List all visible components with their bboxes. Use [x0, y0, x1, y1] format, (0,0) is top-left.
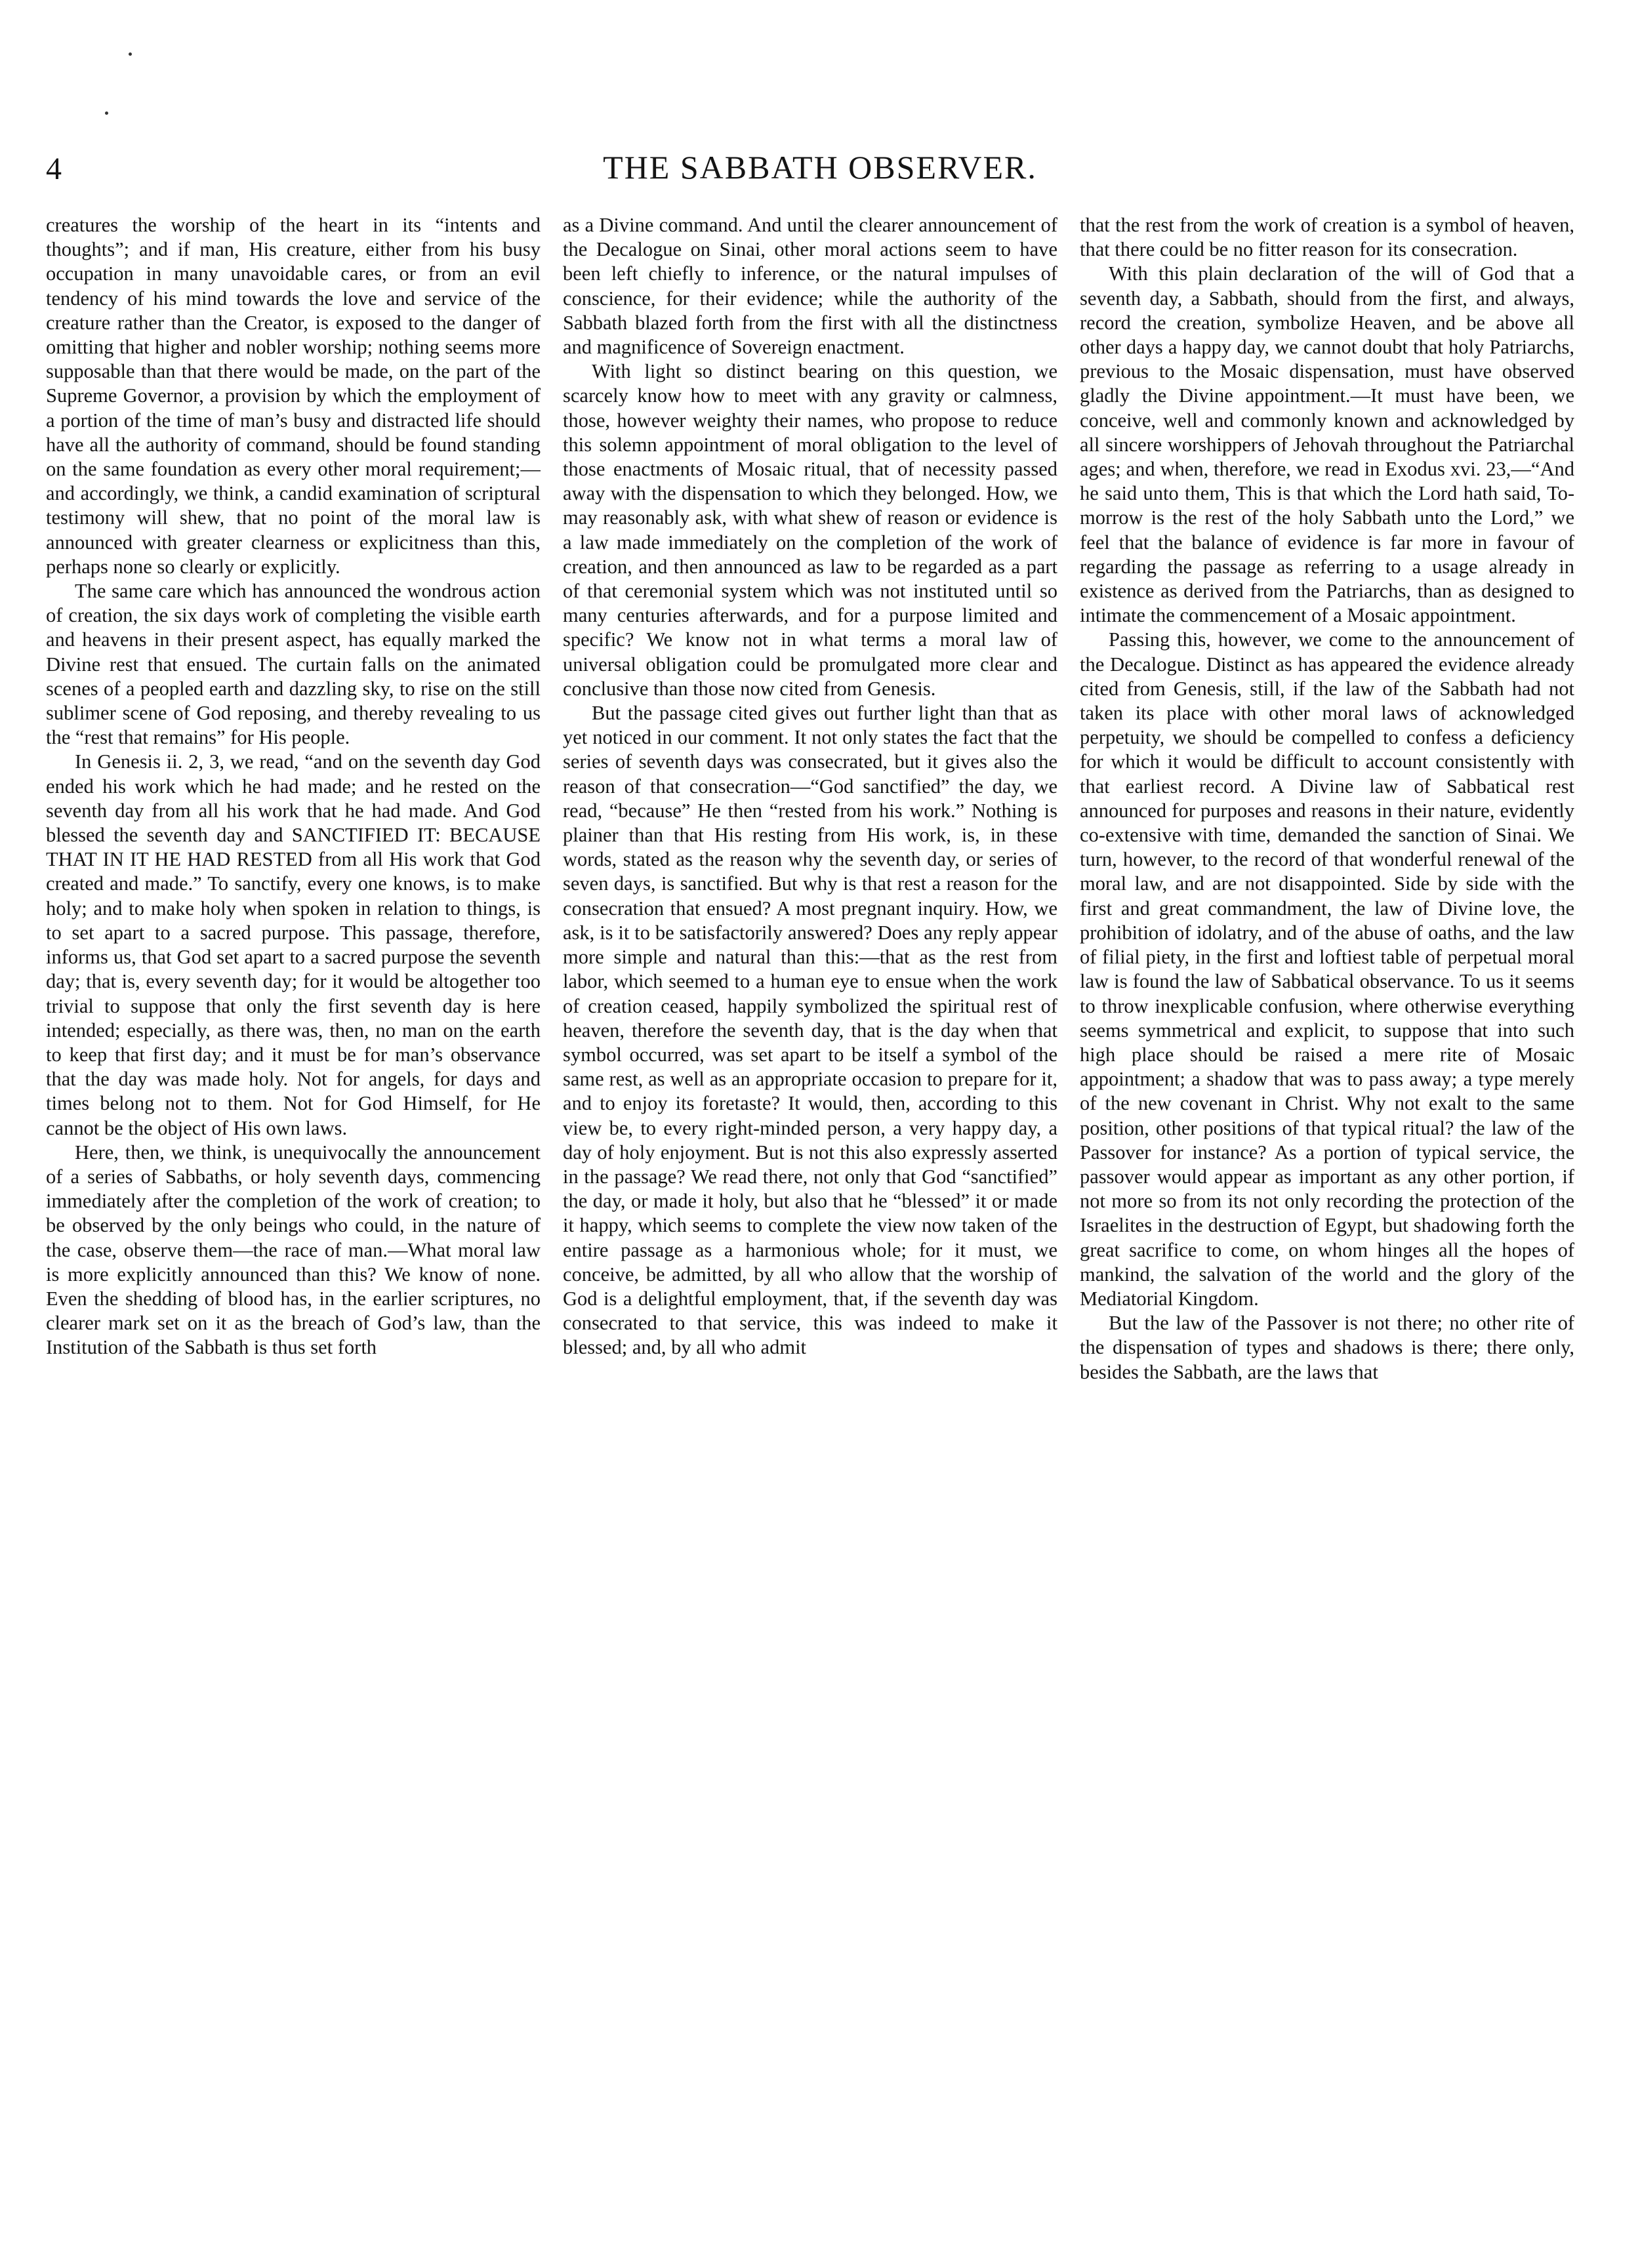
paragraph: creatures the worship of the heart in its “intents and thoughts”; and if man, His creature, either from his busy occupation in many unavoidable cares, or from an evil tendency of his mind towards the love and service of the creature rather than the Creator, is exposed to the danger of omitting that higher and nobler worship; nothing seems more supposable than that there would be made, on the part of the Supreme Governor, a provision by which the employment of a portion of the time of man’s busy and distracted life should have all the authority of command, should be found standing on the same foundation as every other moral requirement;—and accordingly, we think, a candid examination of scriptural testimony will shew, that no point of the moral law is announced with greater clearness or explicitness than this, perhaps none so clearly or explicitly.: [46, 214, 541, 578]
running-title: THE SABBATH OBSERVER.: [603, 149, 1037, 186]
paragraph: Here, then, we think, is unequivocally the announcement of a series of Sabbaths, or holy seventh days, commencing immediately after the completion of the work of creation; to be observed by the only beings who could, in the nature of the case, observe them—the race of man.—What moral law is more explicitly announced than this? We know of none. Even the shedding of blood has, in the earlier scriptures, no clearer mark set on it as the breach of God’s law, than the Institution of the Sabbath is thus set forth: [46, 1141, 541, 1359]
paragraph: With light so distinct bearing on this question, we scarcely know how to meet with any gravity or calmness, those, however weighty their names, who propose to reduce this solemn appointment of moral obligation to the level of those enactments of Mosaic ritual, that of necessity passed away with the dispensation to which they belonged. How, we may reasonably ask, with what shew of reason or evidence is a law made immediately on the completion of the work of creation, and then announced as law to be regarded as a part of that ceremonial system which was not instituted until so many centuries afterwards, and for a purpose limited and specific? We know not in what terms a moral law of universal obligation could be promulgated more clear and conclusive than those now cited from Genesis.: [563, 360, 1057, 700]
column-3: [1080, 213, 1574, 2243]
article-columns: [46, 213, 1574, 2243]
print-speck: [105, 111, 108, 115]
paragraph: as a Divine command. And until the clearer announcement of the Decalogue on Sinai, other moral actions seem to have been left chiefly to inference, or the natural impulses of conscience, for their evidence; while the authority of the Sabbath blazed forth from the first with all the distinctness and magnificence of Sovereign enactment.: [563, 214, 1057, 359]
paragraph: In Genesis ii. 2, 3, we read, “and on the seventh day God ended his work which he had made; and he rested on the seventh day from all his work that he had made. And God blessed the seventh day and SANCTIFIED IT: BECAUSE THAT IN IT HE HAD RESTED from all His work that God created and made.” To sanctify, every one knows, is to make holy; and to make holy when spoken in relation to things, is to set apart to a sacred purpose. This passage, therefore, informs us, that God set apart to a sacred purpose the seventh day; that is, every seventh day; for it would be altogether too trivial to suppose that only the first seventh day is here intended; especially, as there was, then, no man on the earth to keep that first day; and it must be for man’s observance that the day was made holy. Not for angels, for days and times belong not to them. Not for God Himself, for He cannot be the object of His own laws.: [46, 750, 541, 1139]
column-1: [46, 213, 541, 2243]
print-speck: [129, 52, 132, 56]
page-number: 4: [46, 152, 62, 186]
paragraph: The same care which has announced the wondrous action of creation, the six days work of completing the visible earth and heavens in their present aspect, has equally marked the Divine rest that ensued. The curtain falls on the animated scenes of a peopled earth and dazzling sky, to rise on the still sublimer scene of God reposing, and thereby revealing to us the “rest that remains” for His people.: [46, 580, 541, 749]
paragraph: But the law of the Passover is not there; no other rite of the dispensation of types and shadows is there; there only, besides the Sabbath, are the laws that: [1080, 1312, 1574, 1383]
paragraph: Passing this, however, we come to the announcement of the Decalogue. Distinct as has appeared the evidence already cited from Genesis, still, if the law of the Sabbath had not taken its place with other moral laws of acknowledged perpetuity, we should be compelled to confess a deficiency for which it would be difficult to account consistently with that earliest record. A Divine law of Sabbatical rest announced for purposes and reasons in their nature, evidently co-extensive with time, demanded the sanction of Sinai. We turn, however, to the record of that wonderful renewal of the moral law, and are not disappointed. Side by side with the first and great commandment, the law of Divine love, the prohibition of idolatry, and of the abuse of oaths, and the law of filial piety, in the first and loftiest table of perpetual moral law is found the law of Sabbatical observance. To us it seems to throw inexplicable confusion, where otherwise everything seems symmetrical and explicit, to suppose that into such high place should be raised a mere rite of Mosaic appointment; a shadow that was to pass away; a type merely of the new covenant in Christ. Why not exalt to the same position, other positions of that typical ritual? the law of the Passover for instance? As a portion of typical service, the passover would appear as important as any other portion, if not more so from its not only recording the protection of the Israelites in the destruction of Egypt, but shadowing forth the great sacrifice to come, on whom hinges all the hopes of mankind, the salvation of the world and the glory of the Mediatorial Kingdom.: [1080, 628, 1574, 1310]
paragraph: But the passage cited gives out further light than that as yet noticed in our comment. It not only states the fact that the series of seventh days was consecrated, but it gives also the reason of that consecration—“God sanctified” the day, we read, “because” He then “rested from his work.” Nothing is plainer than that His resting from His work, is, in these words, stated as the reason why the seventh day, or series of seven days, is sanctified. But why is that rest a reason for the consecration that ensued? A most pregnant inquiry. How, we ask, is it to be satisfactorily answered? Does any reply appear more simple and natural than this:—that as the rest from labor, which seemed to a human eye to ensue when the work of creation ceased, happily symbolized the spiritual rest of heaven, therefore the seventh day, that is the day when that symbol occurred, was set apart to be itself a symbol of the same rest, as well as an appropriate occasion to prepare for it, and to enjoy its foretaste? It would, then, according to this view be, to every right-minded person, a very happy day, a day of holy enjoyment. But is not this also expressly asserted in the passage? We read there, not only that God “sanctified” the day, or made it holy, but also that he “blessed” it or made it happy, which seems to complete the view now taken of the entire passage as a harmonious whole; for it must, we conceive, be admitted, by all who allow that the worship of God is a delightful employment, that, if the seventh day was consecrated to that service, this was indeed to make it blessed; and, by all who admit: [563, 702, 1057, 1359]
paragraph: With this plain declaration of the will of God that a seventh day, a Sabbath, should from the first, and always, record the creation, symbolize Heaven, and be above all other days a happy day, we cannot doubt that holy Patriarchs, previous to the Mosaic dispensation, must have observed gladly the Divine appointment.—It must have been, we conceive, well and commonly known and acknowledged by all sincere worshippers of Jehovah throughout the Patriarchal ages; and when, therefore, we read in Exodus xvi. 23,—“And he said unto them, This is that which the Lord hath said, To-morrow is the rest of the holy Sabbath unto the Lord,” we feel that the balance of evidence is far more in favour of regarding the passage as referring to a usage already in existence as derived from the Patriarchs, than as designed to intimate the commencement of a Mosaic appointment.: [1080, 262, 1574, 627]
paragraph: that the rest from the work of creation is a symbol of heaven, that there could be no fitter reason for its consecration.: [1080, 214, 1574, 261]
column-2: [563, 213, 1057, 2243]
